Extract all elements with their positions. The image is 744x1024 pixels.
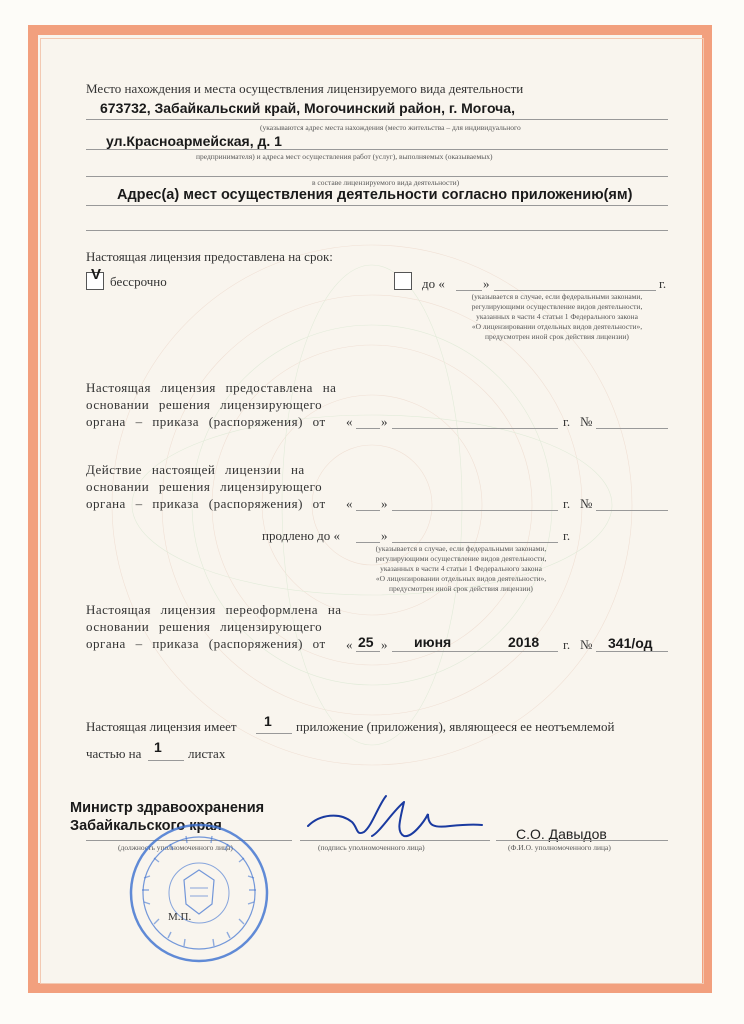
grant-number-sign: №: [580, 414, 593, 429]
until-month-line: [494, 290, 656, 291]
reissue-line-1: Настоящая лицензия переоформлена на: [86, 602, 342, 617]
grant-date-line: [392, 428, 558, 429]
grant-day-line: [356, 428, 380, 429]
extension-line-2: основании решения лицензирующего: [86, 479, 323, 494]
grant-line-2: основании решения лицензирующего: [86, 397, 323, 412]
name-hint: (Ф.И.О. уполномоченного лица): [508, 843, 611, 852]
stamp-place-label: М.П.: [168, 911, 192, 923]
reissue-day-line: [356, 651, 380, 652]
appendix-suffix: приложение (приложения), являющееся ее неотъемлемой: [296, 719, 615, 734]
extended-close-quote: »: [381, 528, 388, 543]
address-underline-5: [86, 230, 668, 231]
address-hint-1: (указываются адрес места нахождения (место жительства – для индивидуального: [260, 123, 521, 132]
extension-day-line: [356, 510, 380, 511]
unlimited-label: бессрочно: [110, 274, 167, 289]
position-hint: (должность уполномоченного лица): [118, 843, 233, 852]
grant-open-quote: «: [346, 414, 353, 429]
grant-close-quote: »: [381, 414, 388, 429]
extension-date-line: [392, 510, 558, 511]
extension-open-quote: «: [346, 496, 353, 511]
address-line-1: 673732, Забайкальский край, Могочинский район, г. Могоча,: [100, 100, 515, 116]
reissue-number: 341/од: [608, 635, 653, 651]
until-date-checkbox[interactable]: [394, 272, 412, 290]
appendix-sheets-suffix: листах: [188, 746, 226, 761]
reissue-number-line: [596, 651, 668, 652]
reissue-line-3: органа – приказа (распоряжения) от: [86, 636, 326, 651]
address-underline-4: [86, 205, 668, 206]
signer-name: С.О. Давыдов: [516, 826, 607, 842]
address-heading: Место нахождения и места осуществления лицензируемого вида деятельности: [86, 81, 524, 96]
reissue-number-sign: №: [580, 637, 593, 652]
reissue-year-suffix: г.: [563, 637, 571, 652]
extension-line-3: органа – приказа (распоряжения) от: [86, 496, 326, 511]
address-hint-2: предпринимателя) и адреса мест осуществления работ (услуг), выполняемых (оказываемых): [196, 152, 493, 161]
address-hint-3: в составе лицензируемого вида деятельности): [312, 178, 460, 187]
grant-line-1: Настоящая лицензия предоставлена на: [86, 380, 337, 395]
grant-number-line: [596, 428, 668, 429]
address-line-3: Адрес(а) мест осуществления деятельности согласно приложению(ям): [117, 187, 633, 203]
extension-close-quote: »: [381, 496, 388, 511]
check-mark: V: [91, 266, 102, 283]
appendix-part-prefix: частью на: [86, 746, 142, 761]
reissue-open-quote: «: [346, 637, 353, 652]
address-underline-1: [86, 119, 668, 120]
appendix-sheets: 1: [154, 739, 162, 755]
extended-until-label: продлено до «: [262, 528, 341, 543]
reissue-close-quote: »: [381, 637, 388, 652]
name-underline: [496, 840, 668, 841]
extension-year-suffix: г.: [563, 496, 571, 511]
until-label: до «: [422, 276, 445, 291]
official-stamp: [124, 818, 274, 968]
signature-hint: (подпись уполномоченного лица): [318, 843, 425, 852]
reissue-year: 2018: [508, 634, 540, 650]
term-heading: Настоящая лицензия предоставлена на срок:: [86, 249, 333, 264]
extension-hint: (указывается в случае, если федеральными законами, регулирующими осуществление видов деятельности, указанных в части 4 статьи 1 Федерального закона «О лицензировании отдельных видов деятельности», предусмотрен иной срок действия лицензии): [375, 544, 547, 593]
extended-day-line: [356, 542, 380, 543]
extension-line-1: Действие настоящей лицензии на: [86, 462, 305, 477]
until-day-line: [456, 290, 482, 291]
reissue-month: июня: [414, 634, 452, 650]
address-underline-3: [86, 176, 668, 177]
extension-number-line: [596, 510, 668, 511]
until-close-quote: »: [483, 276, 490, 291]
extension-number-sign: №: [580, 496, 593, 511]
position-line-1: Министр здравоохранения: [70, 800, 265, 816]
address-line-2: ул.Красноармейская, д. 1: [106, 133, 282, 149]
grant-line-3: органа – приказа (распоряжения) от: [86, 414, 326, 429]
appendix-count-line: [256, 733, 292, 734]
grant-year-suffix: г.: [563, 414, 571, 429]
reissue-date-line: [392, 651, 558, 652]
reissue-day: 25: [358, 634, 374, 650]
term-hint: (указывается в случае, если федеральными законами, регулирующими осуществление видов деятельности, указанных в части 4 статьи 1 Федерального закона «О лицензировании отдельных видов деятельности», предусмотрен иной срок действия лицензии): [471, 292, 643, 341]
appendix-prefix: Настоящая лицензия имеет: [86, 719, 237, 734]
reissue-line-2: основании решения лицензирующего: [86, 619, 323, 634]
extended-year-suffix: г.: [563, 528, 571, 543]
signature-underline: [300, 840, 490, 841]
until-year-suffix: г.: [659, 276, 667, 291]
extended-date-line: [392, 542, 558, 543]
position-line-2: Забайкальского края: [70, 818, 222, 834]
appendix-count: 1: [264, 713, 272, 729]
address-underline-2: [86, 149, 668, 150]
appendix-sheets-line: [148, 760, 184, 761]
